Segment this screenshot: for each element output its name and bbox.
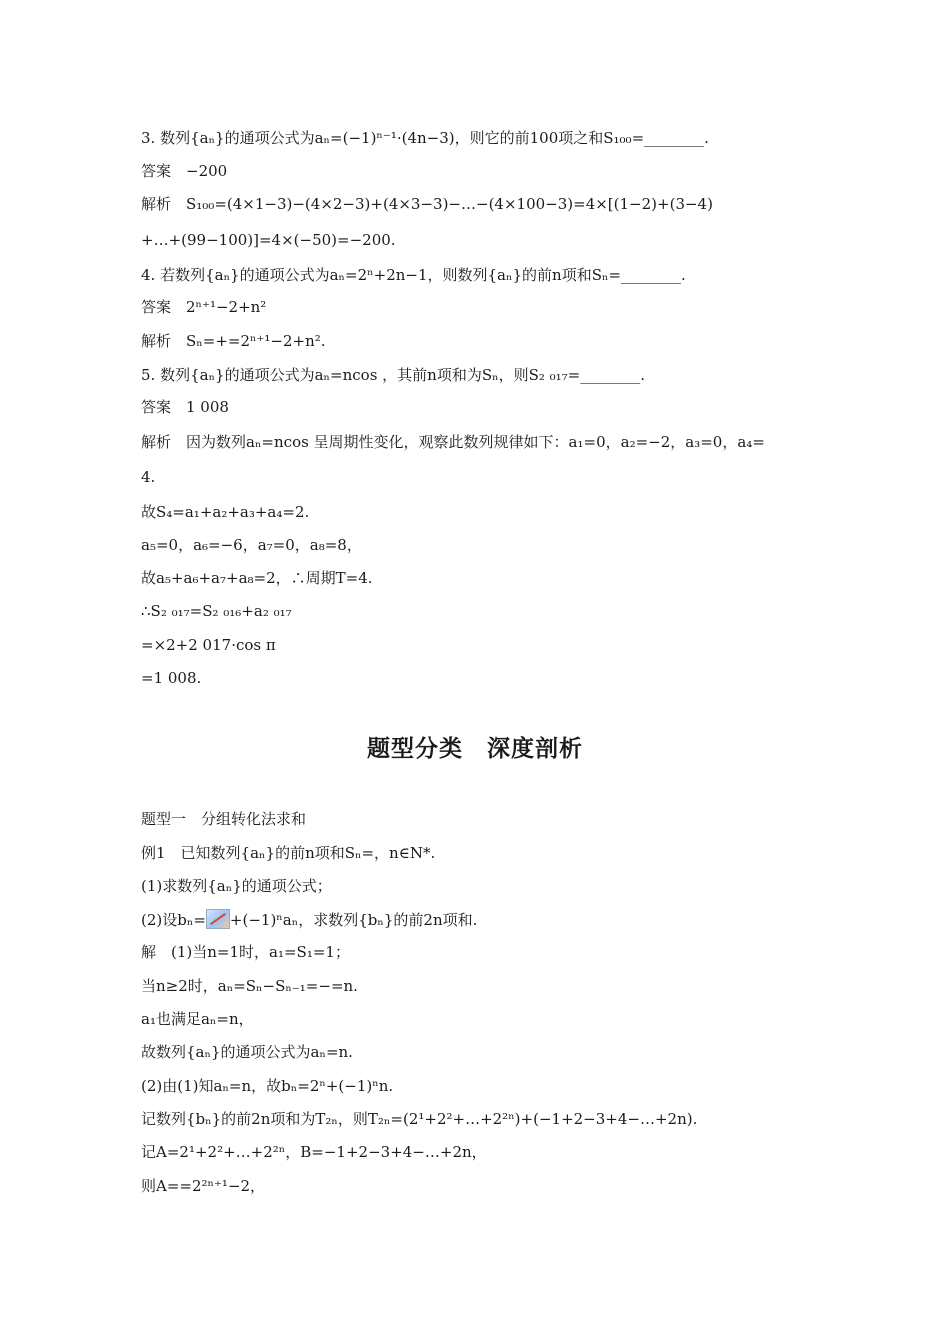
question-5: 5. 数列{aₙ}的通项公式为aₙ=ncos ，其前n项和为Sₙ，则S₂ ₀₁₇=________. bbox=[141, 366, 646, 384]
question-5-result: =1 008. bbox=[141, 669, 202, 687]
part-2-suffix: +(−1)ⁿaₙ，求数列{bₙ}的前2n项和. bbox=[229, 911, 478, 929]
question-3-analysis-cont: +…+(99−100)]=4×(−50)=−200. bbox=[141, 231, 396, 249]
question-5-step: 故S₄=a₁+a₂+a₃+a₄=2. bbox=[141, 503, 310, 521]
question-5-step: =×2+2 017·cos π bbox=[141, 636, 276, 654]
question-4-answer: 答案 2ⁿ⁺¹−2+n² bbox=[141, 298, 267, 316]
question-5-analysis: 解析 因为数列aₙ=ncos 呈周期性变化，观察此数列规律如下：a₁=0，a₂=−2，a₃=0，a₄= bbox=[141, 433, 765, 451]
part-2-prefix: (2)设bₙ= bbox=[141, 911, 206, 929]
question-5-step: a₅=0，a₆=−6，a₇=0，a₈=8， bbox=[141, 536, 362, 554]
solution-line: 记数列{bₙ}的前2n项和为T₂ₙ，则T₂ₙ=(2¹+2²+…+2²ⁿ)+(−1+2−3+4−…+2n). bbox=[141, 1110, 698, 1128]
question-5-step: 故a₅+a₆+a₇+a₈=2，∴周期T=4. bbox=[141, 569, 373, 587]
problem-type-title: 题型一 分组转化法求和 bbox=[141, 810, 307, 828]
solution-line: 记A=2¹+2²+…+2²ⁿ，B=−1+2−3+4−…+2n， bbox=[141, 1143, 487, 1161]
solution-line: 故数列{aₙ}的通项公式为aₙ=n. bbox=[141, 1043, 353, 1061]
example-1-part-2 bbox=[141, 909, 477, 930]
example-1-part-1: (1)求数列{aₙ}的通项公式； bbox=[141, 877, 332, 895]
question-5-analysis-cont: 4. bbox=[141, 468, 156, 486]
solution-line: a₁也满足aₙ=n， bbox=[141, 1010, 254, 1028]
solution-line: 解 (1)当n=1时，a₁=S₁=1； bbox=[141, 943, 350, 961]
question-5-step: ∴S₂ ₀₁₇=S₂ ₀₁₆+a₂ ₀₁₇ bbox=[141, 602, 292, 620]
solution-line: 则A==2²ⁿ⁺¹−2， bbox=[141, 1177, 266, 1195]
question-3-analysis: 解析 S₁₀₀=(4×1−3)−(4×2−3)+(4×3−3)−…−(4×100−3)=4×[(1−2)+(3−4) bbox=[141, 195, 713, 213]
broken-image-icon bbox=[206, 909, 230, 929]
section-heading: 题型分类 深度剖析 bbox=[367, 736, 583, 762]
question-3: 3. 数列{aₙ}的通项公式为aₙ=(−1)ⁿ⁻¹·(4n−3)，则它的前100项之和S₁₀₀=________. bbox=[141, 129, 709, 147]
question-5-answer: 答案 1 008 bbox=[141, 398, 229, 416]
solution-line: (2)由(1)知aₙ=n，故bₙ=2ⁿ+(−1)ⁿn. bbox=[141, 1077, 394, 1095]
example-1: 例1 已知数列{aₙ}的前n项和Sₙ=，n∈N*. bbox=[141, 844, 436, 862]
question-4-analysis: 解析 Sₙ=+=2ⁿ⁺¹−2+n². bbox=[141, 332, 326, 350]
question-3-answer: 答案 −200 bbox=[141, 162, 228, 180]
question-4: 4. 若数列{aₙ}的通项公式为aₙ=2ⁿ+2n−1，则数列{aₙ}的前n项和Sₙ=________. bbox=[141, 266, 686, 284]
solution-line: 当n≥2时，aₙ=Sₙ−Sₙ₋₁=−=n. bbox=[141, 977, 358, 995]
